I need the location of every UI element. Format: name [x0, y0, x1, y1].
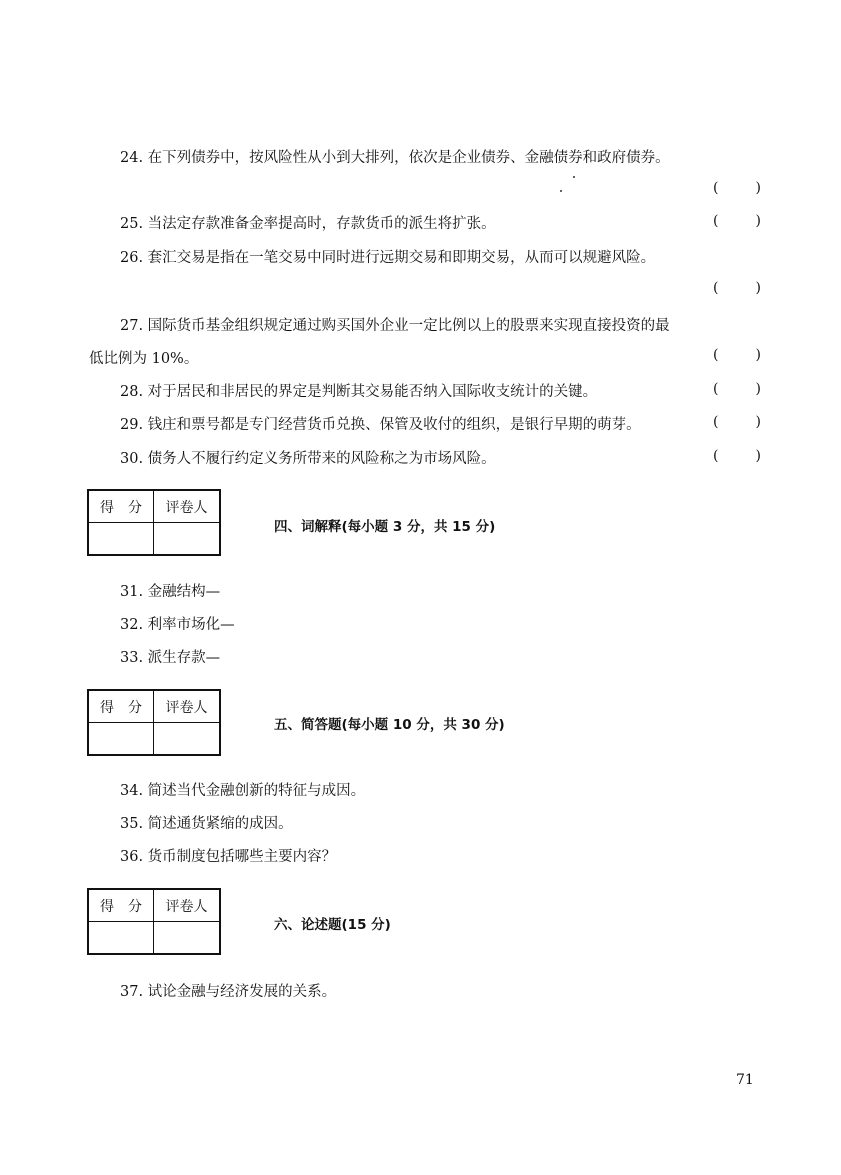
question-33: 33. 派生存款— — [120, 650, 221, 666]
answer-paren-28: ( ) — [713, 381, 761, 397]
question-28: 28. 对于居民和非居民的界定是判断其交易能否纳入国际收支统计的关键。 — [120, 384, 598, 400]
scan-speck — [573, 176, 575, 178]
grader-label: 评卷人 — [154, 490, 221, 523]
question-25: 25. 当法定存款准备金率提高时，存款货币的派生将扩张。 — [120, 216, 496, 232]
question-29: 29. 钱庄和票号都是专门经营货币兑换、保管及收付的组织，是银行早期的萌芽。 — [120, 417, 641, 433]
score-cell — [88, 922, 154, 955]
question-32: 32. 利率市场化— — [120, 617, 235, 633]
score-label: 得 分 — [88, 490, 154, 523]
score-label: 得 分 — [88, 690, 154, 723]
page-number: 71 — [736, 1072, 754, 1088]
question-24: 24. 在下列债券中，按风险性从小到大排列，依次是企业债券、金融债券和政府债券。 — [120, 150, 670, 166]
question-35: 35. 简述通货紧缩的成因。 — [120, 816, 293, 832]
score-cell — [88, 723, 154, 756]
answer-paren-30: ( ) — [713, 448, 761, 464]
grader-label: 评卷人 — [154, 889, 221, 922]
score-box-section-6 — [87, 888, 221, 955]
grader-cell — [154, 922, 221, 955]
question-34: 34. 简述当代金融创新的特征与成因。 — [120, 783, 366, 799]
grader-label: 评卷人 — [154, 690, 221, 723]
answer-paren-27: ( ) — [713, 347, 761, 363]
question-27: 27. 国际货币基金组织规定通过购买国外企业一定比例以上的股票来实现直接投资的最 — [120, 318, 670, 334]
question-26: 26. 套汇交易是指在一笔交易中同时进行远期交易和即期交易，从而可以规避风险。 — [120, 250, 656, 266]
section-4-title: 四、词解释(每小题 3 分，共 15 分) — [274, 519, 496, 535]
answer-paren-25: ( ) — [713, 213, 761, 229]
answer-paren-29: ( ) — [713, 414, 761, 430]
score-label: 得 分 — [88, 889, 154, 922]
score-cell — [88, 523, 154, 556]
grader-cell — [154, 523, 221, 556]
answer-paren-24: ( ) — [713, 180, 761, 196]
scan-speck — [560, 190, 562, 192]
question-37: 37. 试论金融与经济发展的关系。 — [120, 984, 337, 1000]
question-27-continued: 低比例为 10%。 — [89, 351, 199, 367]
answer-paren-26: ( ) — [713, 280, 761, 296]
question-31: 31. 金融结构— — [120, 584, 221, 600]
section-5-title: 五、简答题(每小题 10 分，共 30 分) — [274, 717, 505, 733]
section-6-title: 六、论述题(15 分) — [274, 917, 391, 933]
score-box-section-5 — [87, 689, 221, 756]
question-30: 30. 债务人不履行约定义务所带来的风险称之为市场风险。 — [120, 451, 496, 467]
question-36: 36. 货币制度包括哪些主要内容？ — [120, 849, 337, 865]
grader-cell — [154, 723, 221, 756]
score-box-section-4 — [87, 489, 221, 556]
